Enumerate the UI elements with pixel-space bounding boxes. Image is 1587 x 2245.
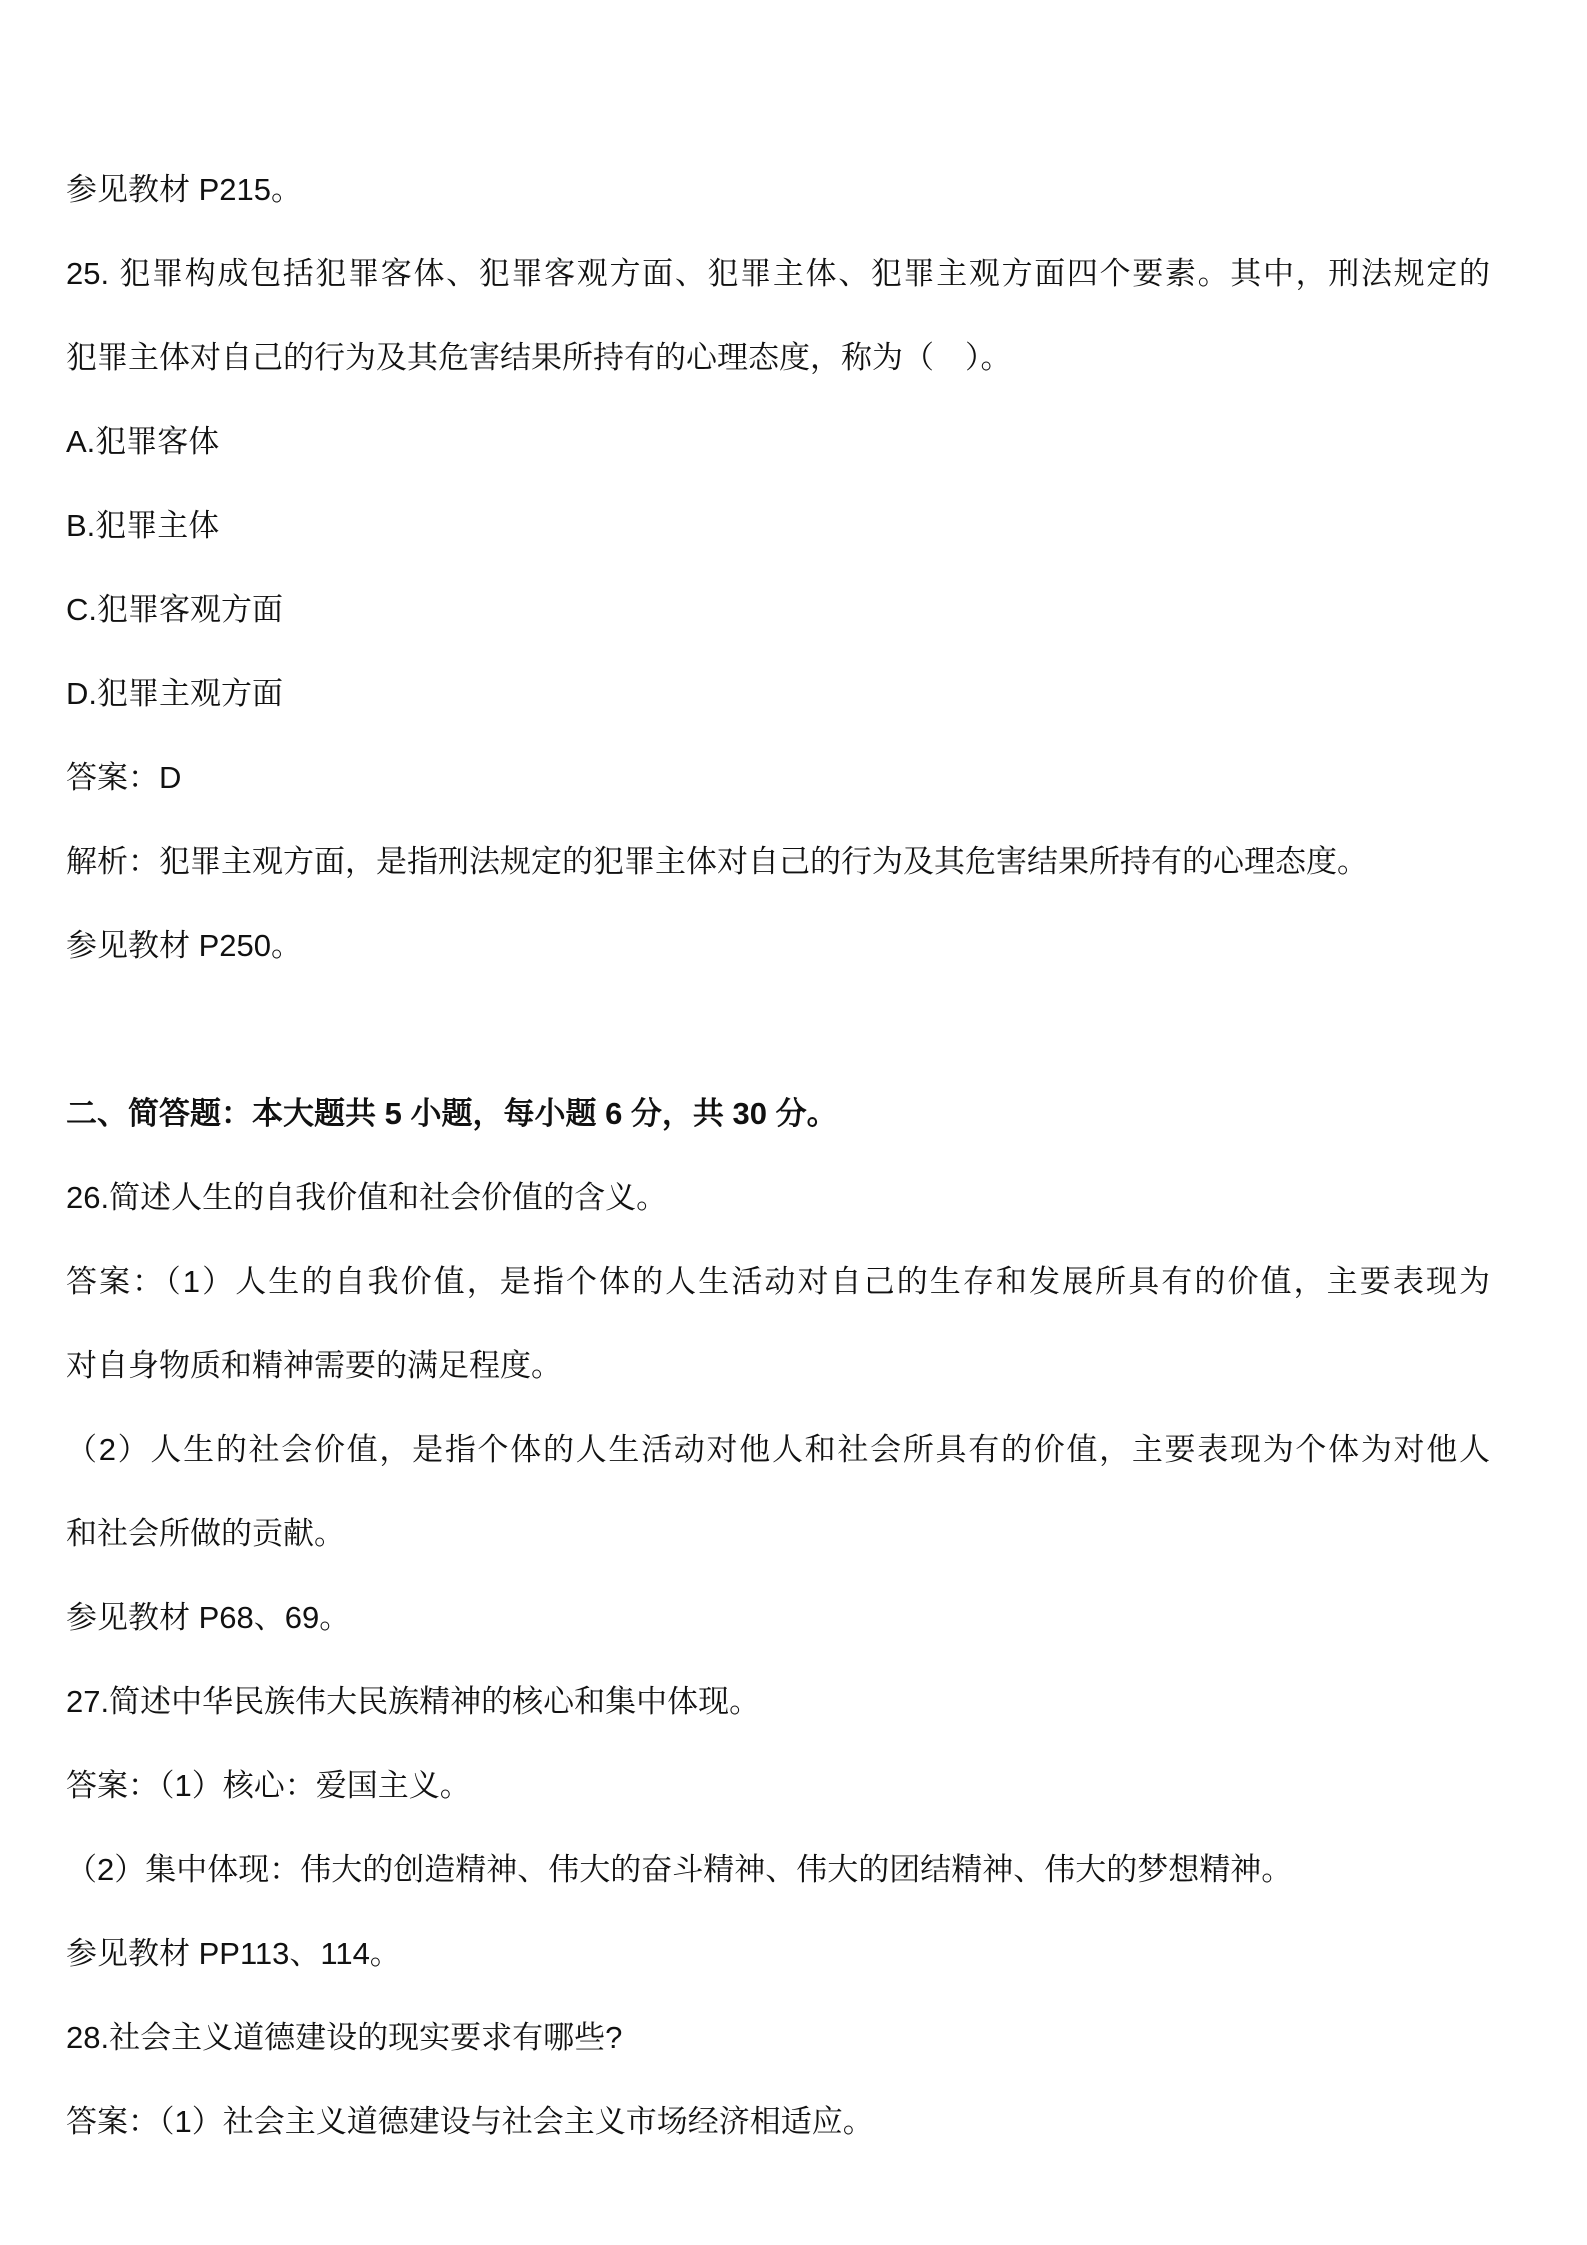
section-2-header: 二、简答题：本大题共 5 小题，每小题 6 分，共 30 分。 bbox=[66, 1096, 838, 1131]
answer-25: 答案：D bbox=[66, 760, 182, 795]
answer-27-line-2: （2）集中体现：伟大的创造精神、伟大的奋斗精神、伟大的团结精神、伟大的梦想精神。 bbox=[66, 1852, 1293, 1887]
answer-28-line-1: 答案：（1）社会主义道德建设与社会主义市场经济相适应。 bbox=[66, 2104, 874, 2139]
question-28: 28.社会主义道德建设的现实要求有哪些? bbox=[66, 2020, 623, 2055]
option-a: A.犯罪客体 bbox=[66, 424, 220, 459]
option-b: B.犯罪主体 bbox=[66, 508, 220, 543]
answer-26-line-4: 和社会所做的贡献。 bbox=[66, 1516, 345, 1551]
answer-26-line-3: （2）人生的社会价值，是指个体的人生活动对他人和社会所具有的价值，主要表现为个体为对他人 bbox=[66, 1432, 1490, 1467]
analysis-25: 解析：犯罪主观方面，是指刑法规定的犯罪主体对自己的行为及其危害结果所持有的心理态度。 bbox=[66, 844, 1368, 879]
question-25-line-2: 犯罪主体对自己的行为及其危害结果所持有的心理态度，称为（ ）。 bbox=[66, 340, 1012, 375]
answer-26-line-2: 对自身物质和精神需要的满足程度。 bbox=[66, 1348, 562, 1383]
reference-line: 参见教材 P215。 bbox=[66, 172, 303, 207]
reference-line: 参见教材 P68、69。 bbox=[66, 1600, 351, 1635]
option-d: D.犯罪主观方面 bbox=[66, 676, 283, 711]
answer-27-line-1: 答案：（1）核心：爱国主义。 bbox=[66, 1768, 471, 1803]
question-25-line-1: 25. 犯罪构成包括犯罪客体、犯罪客观方面、犯罪主体、犯罪主观方面四个要素。其中，刑法规定的 bbox=[66, 256, 1490, 291]
reference-line: 参见教材 PP113、114。 bbox=[66, 1936, 401, 1971]
answer-26-line-1: 答案：（1）人生的自我价值，是指个体的人生活动对自己的生存和发展所具有的价值，主要表现为 bbox=[66, 1264, 1490, 1299]
option-c: C.犯罪客观方面 bbox=[66, 592, 283, 627]
blank-line bbox=[66, 988, 1490, 1072]
question-27: 27.简述中华民族伟大民族精神的核心和集中体现。 bbox=[66, 1684, 761, 1719]
question-26: 26.简述人生的自我价值和社会价值的含义。 bbox=[66, 1180, 668, 1215]
reference-line: 参见教材 P250。 bbox=[66, 928, 303, 963]
